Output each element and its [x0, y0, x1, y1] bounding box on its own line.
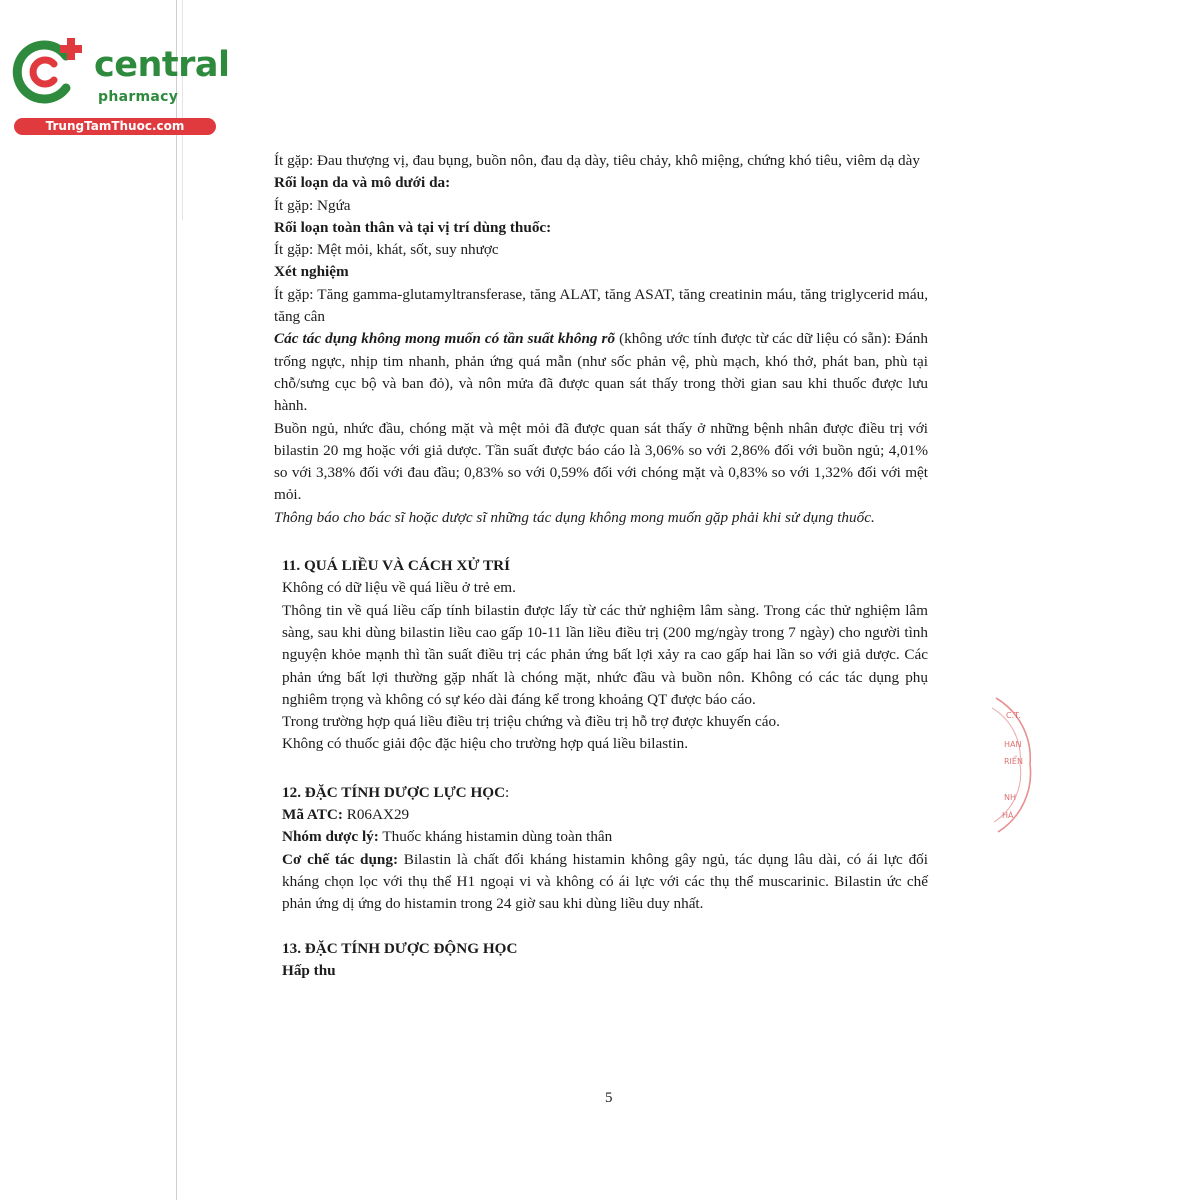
- stamp-text-5: HÀ: [1002, 811, 1014, 820]
- stamp-text-2: HAN: [1004, 740, 1022, 749]
- red-stamp-fragment: [990, 690, 1038, 838]
- section-11-p2: Thông tin về quá liều cấp tính bilastin được lấy từ các thử nghiệm lâm sàng. Trong các thử nghiệm lâm sàng, sau khi dùng bilastin liều cao gấp 10-11 lần liều điều trị (200 mg/ngày trong 7 ngày) cho người tình nguyện khỏe mạnh thì tần suất điều trị các phản ứng bất lợi xảy ra cao gấp hai lần so với giả dược. Các phản ứng bất lợi thường gặp nhất là chóng mặt, nhức đầu và buồn nôn. Không có các tác dụng phụ nghiêm trọng và không có sự kéo dài đáng kể trong khoảng QT được báo cáo.: [282, 601, 928, 708]
- section-13-absorption: Hấp thu: [282, 961, 336, 979]
- section-12-title-line: [282, 782, 928, 804]
- heading-skin-disorders: Rối loạn da và mô dưới da:: [274, 174, 451, 192]
- page-edge-line: [176, 0, 177, 1200]
- group-value: Thuốc kháng histamin dùng toàn thân: [378, 828, 613, 846]
- group-label: Nhóm dược lý:: [282, 828, 379, 846]
- section-13: [274, 938, 928, 983]
- page-number: 5: [605, 1090, 613, 1106]
- section-12: [274, 782, 928, 916]
- section-11-p4: Không có thuốc giải độc đặc hiệu cho trường hợp quá liều bilastin.: [282, 735, 688, 753]
- stamp-text-3: RIỂN: [1004, 757, 1023, 766]
- heading-general-disorders: Rối loạn toàn thân và tại vị trí dùng thuốc:: [274, 218, 552, 236]
- pharmacy-logo-icon: [8, 36, 88, 106]
- unknown-frequency-text: (không ước tính được từ các dữ liệu có sẵn): Đánh trống ngực, nhịp tim nhanh, phản ứng quá mẫn (như sốc phản vệ, phù mạch, khó thở, phát ban, phù tại chỗ/sưng cục bộ và ban đỏ), và nôn mửa đã được quan sát thấy trong thời gian sau khi thuốc được lưu hành.: [274, 330, 928, 415]
- site-url-badge[interactable]: TrungTamThuoc.com: [14, 118, 216, 135]
- section-13-title: 13. ĐẶC TÍNH DƯỢC ĐỘNG HỌC: [282, 939, 518, 957]
- paragraph-gi-effects: Ít gặp: Đau thượng vị, đau bụng, buồn nôn, đau dạ dày, tiêu chảy, khô miệng, chứng khó tiêu, viêm dạ dày: [274, 152, 920, 169]
- group-line: [282, 826, 928, 848]
- stamp-text-1: C.T.: [1006, 711, 1021, 720]
- central-pharmacy-logo[interactable]: [8, 36, 230, 136]
- section-12-title: 12. ĐẶC TÍNH DƯỢC LỰC HỌC: [282, 783, 506, 801]
- paragraph-unknown-frequency: [274, 328, 928, 417]
- heading-tests: Xét nghiệm: [274, 263, 349, 281]
- brand-subtitle: pharmacy: [98, 89, 179, 105]
- atc-line: [282, 804, 928, 826]
- paragraph-general: Ít gặp: Mệt mỏi, khát, sốt, suy nhược: [274, 241, 499, 259]
- brand-name: central: [94, 45, 230, 85]
- paragraph-notify: Thông báo cho bác sĩ hoặc dược sĩ những tác dụng không mong muốn gặp phải khi sử dụng thuốc.: [274, 508, 875, 526]
- section-11-p3: Trong trường hợp quá liều điều trị triệu chứng và điều trị hỗ trợ được khuyến cáo.: [282, 713, 780, 731]
- section-11-p1: Không có dữ liệu về quá liều ở trẻ em.: [282, 579, 516, 597]
- unknown-frequency-lead: Các tác dụng không mong muốn có tần suất không rõ: [274, 330, 616, 348]
- atc-value: R06AX29: [342, 806, 410, 824]
- paragraph-somnolence: Buồn ngủ, nhức đầu, chóng mặt và mệt mỏi đã được quan sát thấy ở những bệnh nhân được điều trị với bilastin 20 mg hoặc với giả dược. Tần suất được báo cáo là 3,06% so với 2,86% đối với buồn ngủ; 4,01% so với 3,38% đối với đau đầu; 0,83% so với 0,59% đối với chóng mặt và 0,83% so với 1,32% đối với mệt mỏi.: [274, 419, 928, 504]
- section-11: [274, 555, 928, 756]
- mechanism-value: Bilastin là chất đối kháng histamin không gây ngủ, tác dụng lâu dài, có ái lực đối kháng chọn lọc với thụ thể H1 ngoại vi và không có ái lực với các thụ thể muscarinic. Bilastin ức chế phản ứng dị ứng do histamin trong 24 giờ sau khi dùng liều duy nhất.: [282, 850, 928, 913]
- atc-label: Mã ATC:: [282, 806, 343, 824]
- stamp-text-4: NH: [1004, 793, 1016, 802]
- section-12-title-colon: :: [505, 783, 510, 801]
- document-body: [274, 150, 928, 982]
- mechanism-label: Cơ chế tác dụng:: [282, 850, 399, 868]
- paragraph-skin: Ít gặp: Ngứa: [274, 196, 351, 214]
- paragraph-tests: Ít gặp: Tăng gamma-glutamyltransferase, tăng ALAT, tăng ASAT, tăng creatinin máu, tăng triglycerid máu, tăng cân: [274, 285, 928, 326]
- mechanism-line: [282, 849, 928, 916]
- section-11-title: 11. QUÁ LIỀU VÀ CÁCH XỬ TRÍ: [282, 557, 510, 575]
